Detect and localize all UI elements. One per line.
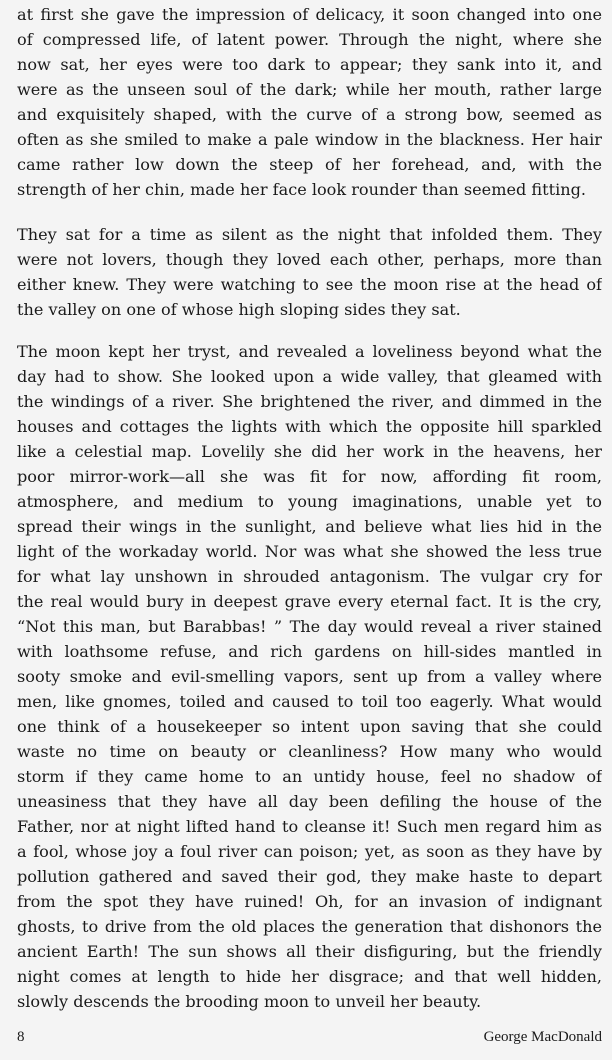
text-line: night comes at length to hide her disgrace; and that well hidden, (17, 967, 602, 986)
text-line: Father, nor at night lifted hand to cleanse it! Such men regard him as (17, 817, 602, 836)
text-line: the windings of a river. She brightened the river, and dimmed in the (17, 392, 602, 411)
text-line: men, like gnomes, toiled and caused to toil too eagerly. What would (17, 692, 602, 711)
text-line: “Not this man, but Barabbas! ” The day would reveal a river stained (17, 617, 602, 636)
text-line: uneasiness that they have all day been defiling the house of the (17, 792, 602, 811)
paragraph (17, 2, 602, 202)
text-line: either knew. They were watching to see the moon rise at the head of (17, 275, 602, 294)
paragraph (17, 339, 602, 1014)
text-line: the real would bury in deepest grave every eternal fact. It is the cry, (17, 592, 602, 611)
text-line: strength of her chin, made her face look rounder than seemed fitting. (17, 180, 587, 199)
page-number: 8 (17, 1029, 25, 1045)
text-line: They sat for a time as silent as the night that infolded them. They (17, 225, 602, 244)
text-line: and exquisitely shaped, with the curve of a strong bow, seemed as (17, 105, 602, 124)
text-line: one think of a housekeeper so intent upon saving that she could (17, 717, 602, 736)
text-line: spread their wings in the sunlight, and believe what lies hid in the (17, 517, 602, 536)
text-line: atmosphere, and medium to young imaginations, unable yet to (17, 492, 602, 511)
page-footer (17, 1026, 602, 1048)
text-line: ancient Earth! The sun shows all their disfiguring, but the friendly (17, 942, 602, 961)
text-line: a fool, whose joy a foul river can poison; yet, as soon as they have by (17, 842, 602, 861)
text-line: came rather low down the steep of her forehead, and, with the (17, 155, 602, 174)
text-line: the valley on one of whose high sloping sides they sat. (17, 300, 461, 319)
text-line: poor mirror-work—all she was fit for now, affording fit room, (17, 467, 602, 486)
text-line: The moon kept her tryst, and revealed a loveliness beyond what the (17, 342, 602, 361)
text-line: often as she smiled to make a pale window in the blackness. Her hair (17, 130, 602, 149)
text-line: like a celestial map. Lovelily she did her work in the heavens, her (17, 442, 602, 461)
text-line: waste no time on beauty or cleanliness? How many who would (17, 742, 602, 761)
text-line: were as the unseen soul of the dark; while her mouth, rather large (17, 80, 602, 99)
text-line: sooty smoke and evil-smelling vapors, sent up from a valley where (17, 667, 602, 686)
book-page (17, 0, 602, 1060)
text-line: slowly descends the brooding moon to unveil her beauty. (17, 992, 482, 1011)
text-line: were not lovers, though they loved each other, perhaps, more than (17, 250, 602, 269)
running-footer-author: George MacDonald (483, 1029, 602, 1045)
paragraph (17, 222, 602, 322)
text-line: ghosts, to drive from the old places the generation that dishonors the (17, 917, 602, 936)
text-line: with loathsome refuse, and rich gardens on hill-sides mantled in (17, 642, 602, 661)
text-line: houses and cottages the lights with which the opposite hill sparkled (17, 417, 602, 436)
text-line: pollution gathered and saved their god, they make haste to depart (17, 867, 602, 886)
text-line: day had to show. She looked upon a wide valley, that gleamed with (17, 367, 602, 386)
text-line: of compressed life, of latent power. Through the night, where she (17, 30, 602, 49)
text-line: for what lay unshown in shrouded antagonism. The vulgar cry for (17, 567, 602, 586)
text-line: light of the workaday world. Nor was what she showed the less true (17, 542, 602, 561)
text-line: from the spot they have ruined! Oh, for an invasion of indignant (17, 892, 602, 911)
text-line: now sat, her eyes were too dark to appear; they sank into it, and (17, 55, 602, 74)
text-line: storm if they came home to an untidy house, feel no shadow of (17, 767, 602, 786)
text-line: at first she gave the impression of delicacy, it soon changed into one (17, 5, 602, 24)
